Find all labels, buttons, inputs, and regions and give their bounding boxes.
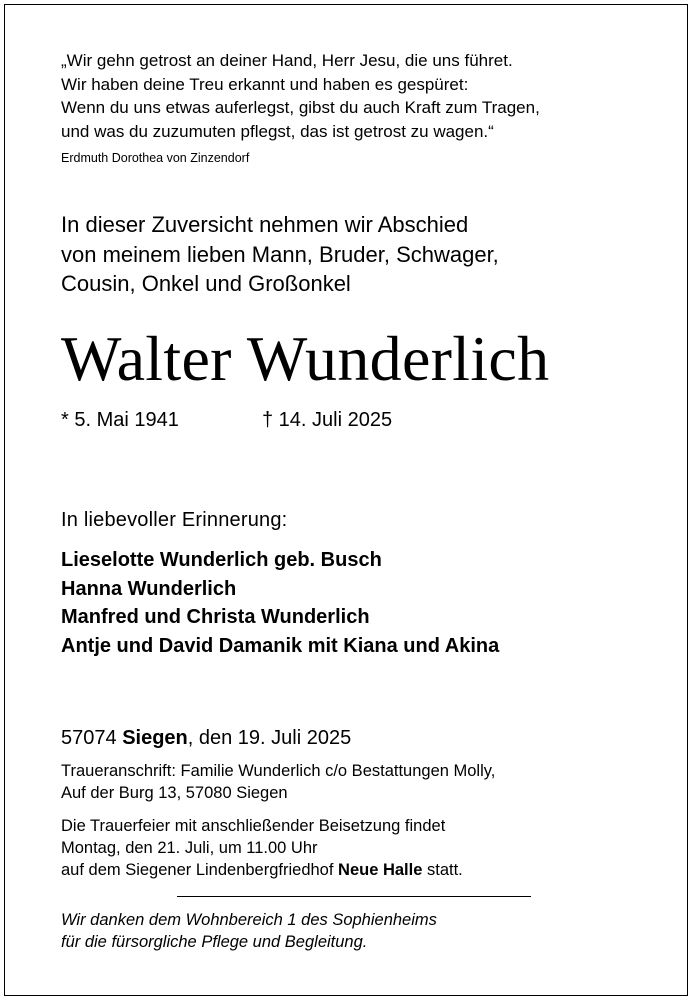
intro-text [61,210,499,299]
postcode: 57074 [61,727,117,749]
divider-line [177,896,531,897]
verse-line: „Wir gehn getrost an deiner Hand, Herr Jesu, die uns führet. [61,51,513,70]
verse-author: Erdmuth Dorothea von Zinzendorf [61,151,250,165]
memory-heading: In liebevoller Erinnerung: [61,509,288,531]
service-line [61,859,463,881]
address-line: Traueranschrift: Familie Wunderlich c/o Bestattungen Molly, [61,762,496,780]
service-hall: Neue Halle [338,861,423,879]
funeral-service-info [61,815,463,881]
notice-date: , den 19. Juli 2025 [187,727,352,749]
service-location-suffix: statt. [422,861,463,879]
thanks-line: für die fürsorgliche Pflege und Begleitung. [61,933,368,951]
thanks-line: Wir danken dem Wohnbereich 1 des Sophienheims [61,911,437,929]
verse-line: Wir haben deine Treu erkannt und haben es gespüret: [61,74,469,94]
mourner-name: Hanna Wunderlich [61,577,237,600]
mourning-address [61,760,495,804]
intro-line: In dieser Zuversicht nehmen wir Abschied [61,212,469,237]
birth-date: * 5. Mai 1941 [61,409,179,431]
mourners-list [61,546,499,660]
mourner-name: Lieselotte Wunderlich geb. Busch [61,549,382,571]
intro-line: von meinem lieben Mann, Bruder, Schwager, [61,241,499,267]
service-location-prefix: auf dem Siegener Lindenbergfriedhof [61,861,339,879]
service-line: Montag, den 21. Juli, um 11.00 Uhr [61,839,318,857]
deceased-name: Walter Wunderlich [61,323,550,394]
verse-line: und was du zuzumuten pflegst, das ist getrost zu wagen.“ [61,121,494,141]
verse-line: Wenn du uns etwas auferlegst, gibst du auch Kraft zum Tragen, [61,98,540,117]
mourner-name: Manfred und Christa Wunderlich [61,606,370,628]
bible-verse [61,49,540,143]
service-line: Die Trauerfeier mit anschließender Beisetzung findet [61,817,446,835]
intro-line: Cousin, Onkel und Großonkel [61,271,351,296]
thanks-note [61,909,437,953]
mourner-name: Antje und David Damanik mit Kiana und Akina [61,634,500,657]
place-and-date [61,727,351,750]
city: Siegen [122,727,188,749]
obituary-notice [4,4,688,996]
life-dates [61,409,393,432]
death-date: † 14. Juli 2025 [262,409,393,431]
address-line: Auf der Burg 13, 57080 Siegen [61,784,288,802]
